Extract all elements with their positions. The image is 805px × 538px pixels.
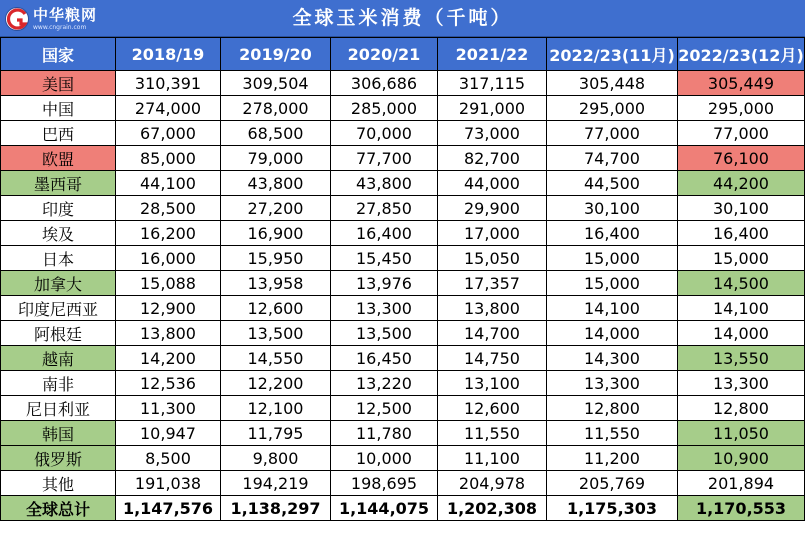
value-cell: 11,200 [547,446,678,471]
value-cell: 13,976 [331,271,438,296]
table-row [1,221,805,246]
table-row [1,471,805,496]
value-cell: 13,958 [221,271,331,296]
value-cell: 12,800 [547,396,678,421]
consumption-table [0,37,805,521]
value-cell: 12,100 [221,396,331,421]
table-header-row [1,38,805,71]
value-cell: 1,175,303 [547,496,678,521]
value-cell: 12,500 [331,396,438,421]
logo-url: www.cngrain.com [33,23,87,31]
value-cell: 295,000 [678,96,805,121]
value-cell: 11,780 [331,421,438,446]
value-cell: 11,100 [438,446,547,471]
value-cell: 77,700 [331,146,438,171]
value-cell: 16,000 [116,246,221,271]
value-cell: 8,500 [116,446,221,471]
value-cell: 15,000 [678,246,805,271]
value-cell: 205,769 [547,471,678,496]
table-row [1,171,805,196]
value-cell: 14,000 [678,321,805,346]
value-cell: 13,500 [331,321,438,346]
value-cell: 15,950 [221,246,331,271]
page-title: 全球玉米消费（千吨） [292,7,513,29]
value-cell: 44,100 [116,171,221,196]
value-cell: 13,300 [678,371,805,396]
value-cell: 44,200 [678,171,805,196]
value-cell: 74,700 [547,146,678,171]
value-cell: 14,100 [547,296,678,321]
value-cell: 14,000 [547,321,678,346]
country-cell: 印度 [1,196,116,221]
value-cell: 9,800 [221,446,331,471]
table-row [1,196,805,221]
value-cell: 10,900 [678,446,805,471]
value-cell: 79,000 [221,146,331,171]
value-cell: 14,300 [547,346,678,371]
value-cell: 201,894 [678,471,805,496]
country-cell: 中国 [1,96,116,121]
value-cell: 12,600 [221,296,331,321]
table-row [1,271,805,296]
value-cell: 10,000 [331,446,438,471]
table-row [1,71,805,96]
value-cell: 77,000 [678,121,805,146]
logo-text: 中华粮网 [33,5,98,24]
value-cell: 285,000 [331,96,438,121]
value-cell: 43,800 [331,171,438,196]
value-cell: 13,220 [331,371,438,396]
column-header: 2021/22 [438,38,547,71]
table-body [1,71,805,521]
value-cell: 44,000 [438,171,547,196]
value-cell: 1,144,075 [331,496,438,521]
value-cell: 30,100 [547,196,678,221]
column-header: 2018/19 [116,38,221,71]
table-row [1,246,805,271]
value-cell: 14,700 [438,321,547,346]
value-cell: 1,202,308 [438,496,547,521]
value-cell: 11,050 [678,421,805,446]
country-cell: 巴西 [1,121,116,146]
country-cell: 印度尼西亚 [1,296,116,321]
value-cell: 191,038 [116,471,221,496]
value-cell: 76,100 [678,146,805,171]
title-bar [0,0,805,37]
country-cell: 欧盟 [1,146,116,171]
country-cell: 越南 [1,346,116,371]
value-cell: 13,300 [331,296,438,321]
value-cell: 16,400 [678,221,805,246]
value-cell: 17,357 [438,271,547,296]
table-row [1,96,805,121]
value-cell: 14,550 [221,346,331,371]
country-cell: 日本 [1,246,116,271]
column-header: 2022/23(11月) [547,38,678,71]
table-row [1,321,805,346]
value-cell: 11,795 [221,421,331,446]
column-header: 2019/20 [221,38,331,71]
value-cell: 11,550 [547,421,678,446]
country-cell: 加拿大 [1,271,116,296]
value-cell: 12,600 [438,396,547,421]
value-cell: 11,300 [116,396,221,421]
value-cell: 82,700 [438,146,547,171]
value-cell: 278,000 [221,96,331,121]
value-cell: 12,536 [116,371,221,396]
value-cell: 30,100 [678,196,805,221]
value-cell: 29,900 [438,196,547,221]
value-cell: 204,978 [438,471,547,496]
value-cell: 70,000 [331,121,438,146]
value-cell: 15,000 [547,271,678,296]
value-cell: 27,850 [331,196,438,221]
value-cell: 16,900 [221,221,331,246]
value-cell: 14,200 [116,346,221,371]
column-header: 2022/23(12月) [678,38,805,71]
value-cell: 16,400 [331,221,438,246]
value-cell: 274,000 [116,96,221,121]
value-cell: 12,800 [678,396,805,421]
value-cell: 317,115 [438,71,547,96]
value-cell: 13,800 [438,296,547,321]
country-cell: 阿根廷 [1,321,116,346]
value-cell: 16,400 [547,221,678,246]
value-cell: 1,170,553 [678,496,805,521]
value-cell: 44,500 [547,171,678,196]
country-cell: 埃及 [1,221,116,246]
value-cell: 198,695 [331,471,438,496]
value-cell: 14,500 [678,271,805,296]
country-cell: 美国 [1,71,116,96]
value-cell: 15,088 [116,271,221,296]
value-cell: 16,200 [116,221,221,246]
value-cell: 15,450 [331,246,438,271]
value-cell: 27,200 [221,196,331,221]
total-row [1,496,805,521]
value-cell: 85,000 [116,146,221,171]
value-cell: 1,138,297 [221,496,331,521]
value-cell: 73,000 [438,121,547,146]
country-cell: 南非 [1,371,116,396]
value-cell: 68,500 [221,121,331,146]
country-cell: 韩国 [1,421,116,446]
value-cell: 14,750 [438,346,547,371]
country-cell: 全球总计 [1,496,116,521]
value-cell: 14,100 [678,296,805,321]
value-cell: 16,450 [331,346,438,371]
value-cell: 15,000 [547,246,678,271]
table-row [1,421,805,446]
value-cell: 310,391 [116,71,221,96]
value-cell: 67,000 [116,121,221,146]
value-cell: 306,686 [331,71,438,96]
value-cell: 291,000 [438,96,547,121]
value-cell: 295,000 [547,96,678,121]
value-cell: 309,504 [221,71,331,96]
table-row [1,396,805,421]
country-cell: 其他 [1,471,116,496]
value-cell: 13,800 [116,321,221,346]
value-cell: 10,947 [116,421,221,446]
country-cell: 俄罗斯 [1,446,116,471]
table-row [1,121,805,146]
country-cell: 尼日利亚 [1,396,116,421]
table-row [1,446,805,471]
value-cell: 13,550 [678,346,805,371]
value-cell: 43,800 [221,171,331,196]
table-row [1,346,805,371]
value-cell: 1,147,576 [116,496,221,521]
value-cell: 17,000 [438,221,547,246]
value-cell: 194,219 [221,471,331,496]
value-cell: 13,100 [438,371,547,396]
value-cell: 11,550 [438,421,547,446]
value-cell: 305,448 [547,71,678,96]
value-cell: 77,000 [547,121,678,146]
value-cell: 305,449 [678,71,805,96]
value-cell: 13,500 [221,321,331,346]
table-row [1,371,805,396]
value-cell: 12,200 [221,371,331,396]
value-cell: 28,500 [116,196,221,221]
table-row [1,296,805,321]
table-row [1,146,805,171]
country-cell: 墨西哥 [1,171,116,196]
column-header: 2020/21 [331,38,438,71]
value-cell: 13,300 [547,371,678,396]
column-header: 国家 [1,38,116,71]
value-cell: 12,900 [116,296,221,321]
value-cell: 15,050 [438,246,547,271]
